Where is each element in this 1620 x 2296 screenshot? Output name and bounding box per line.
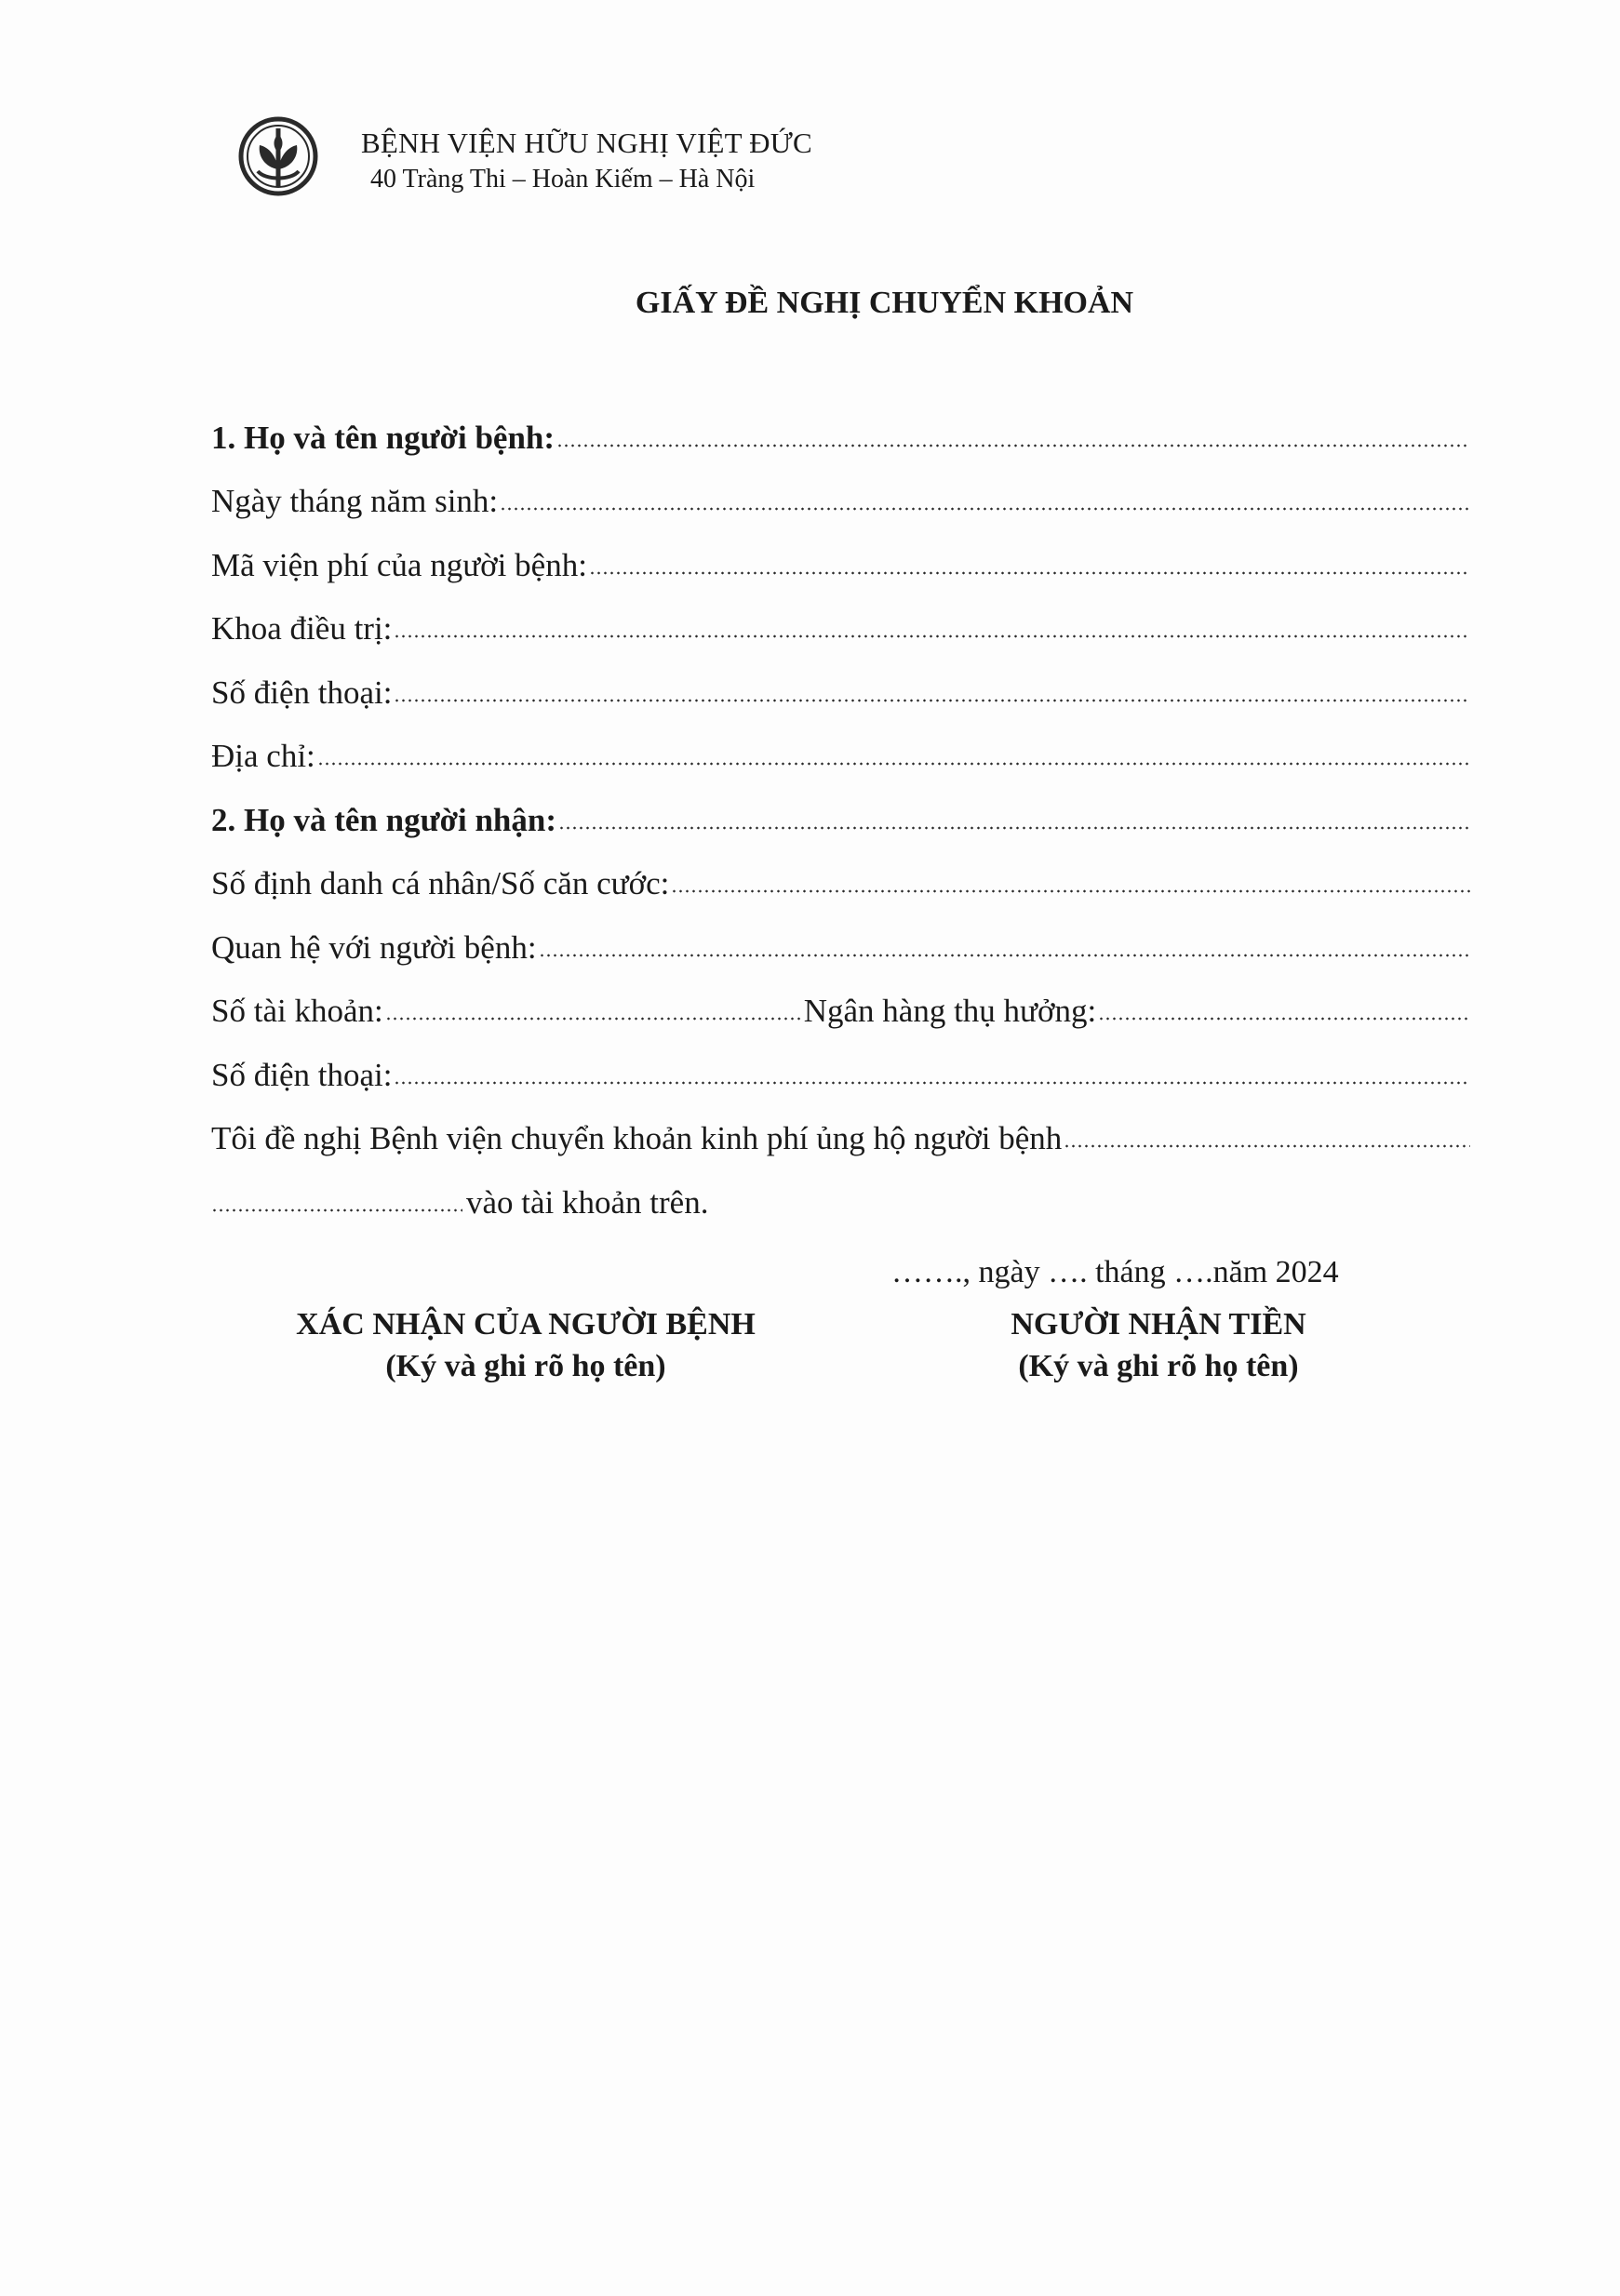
dotted-fill-line — [558, 825, 1470, 831]
field-account-bank — [211, 967, 1470, 1031]
date-line: ……., ngày …. tháng ….năm 2024 — [891, 1255, 1339, 1289]
request-tail-line — [211, 1157, 1470, 1221]
field-label: Mã viện phí của người bệnh: — [211, 546, 587, 583]
field-label: 1. Họ và tên người bệnh: — [211, 419, 556, 456]
hospital-address: 40 Tràng Thi – Hoàn Kiếm – Hà Nội — [370, 165, 756, 194]
field-label: Quan hệ với người bệnh: — [211, 928, 537, 966]
dotted-fill-line — [589, 570, 1470, 576]
field-address — [211, 712, 1470, 776]
signature-hint: (Ký và ghi rõ họ tên) — [1018, 1349, 1299, 1383]
field-label: Số điện thoại: — [211, 1056, 393, 1093]
field-birth-date — [211, 457, 1470, 521]
dotted-fill-line — [1064, 1143, 1470, 1149]
field-label: Ngày tháng năm sinh: — [211, 483, 499, 519]
signature-block-recipient — [958, 1304, 1359, 1388]
field-label: Số định danh cá nhân/Số căn cước: — [211, 865, 670, 901]
field-label: Số điện thoại: — [211, 674, 393, 711]
dotted-fill-line — [500, 506, 1470, 512]
field-patient-name — [211, 393, 1470, 457]
dotted-fill-line — [556, 443, 1470, 448]
field-id-number — [211, 839, 1470, 903]
dotted-fill-line — [317, 761, 1470, 767]
field-relation — [211, 902, 1470, 967]
signature-hint: (Ký và ghi rõ họ tên) — [385, 1349, 666, 1383]
dotted-fill-line — [539, 953, 1470, 958]
form-fields — [211, 393, 1470, 1221]
dotted-fill-line — [394, 1080, 1470, 1086]
field-label: 2. Họ và tên người nhận: — [211, 801, 557, 838]
field-label: Khoa điều trị: — [211, 610, 393, 647]
hospital-leaf-emblem-icon — [237, 113, 319, 199]
field-patient-phone — [211, 647, 1470, 712]
request-line — [211, 1094, 1470, 1158]
dotted-fill-line — [211, 1208, 462, 1213]
signature-role: NGƯỜI NHẬN TIỀN — [1011, 1307, 1306, 1342]
dotted-fill-line — [671, 888, 1470, 894]
dotted-fill-line — [394, 698, 1470, 703]
field-label: Số tài khoản: — [211, 993, 383, 1029]
signature-block-patient — [247, 1304, 805, 1388]
field-fee-code — [211, 520, 1470, 584]
document-title: GIẤY ĐỀ NGHỊ CHUYỂN KHOẢN — [635, 286, 1134, 320]
hospital-name: BỆNH VIỆN HỮU NGHỊ VIỆT ĐỨC — [361, 127, 812, 159]
dotted-fill-line — [1098, 1016, 1470, 1021]
field-label: Ngân hàng thụ hưởng: — [803, 993, 1097, 1029]
field-recipient-phone — [211, 1030, 1470, 1094]
signature-role: XÁC NHẬN CỦA NGƯỜI BỆNH — [296, 1307, 756, 1342]
field-department — [211, 584, 1470, 648]
field-recipient-name — [211, 775, 1470, 839]
dotted-fill-line — [394, 634, 1470, 639]
request-text: Tôi đề nghị Bệnh viện chuyển khoản kinh phí ủng hộ người bệnh — [211, 1120, 1063, 1156]
field-label: Địa chỉ: — [211, 738, 315, 774]
dotted-fill-line — [385, 1016, 804, 1021]
request-tail: vào tài khoản trên. — [466, 1183, 709, 1221]
